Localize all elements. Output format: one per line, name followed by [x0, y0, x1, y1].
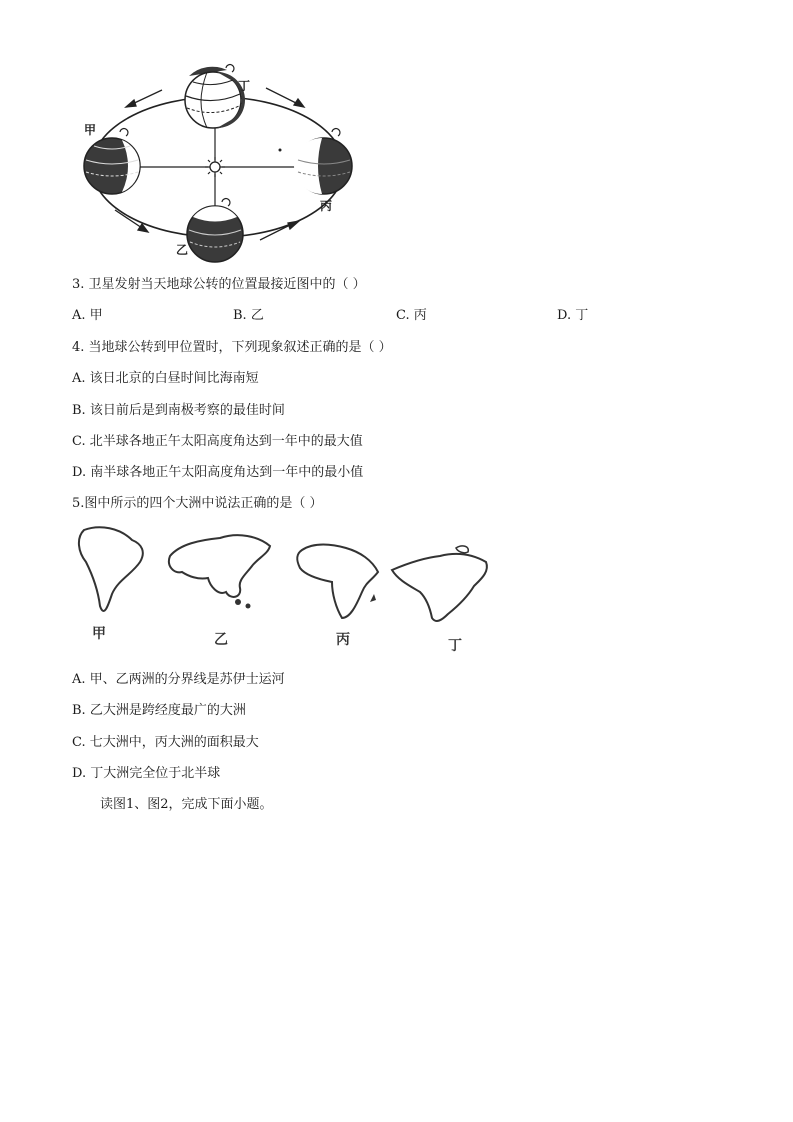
q5-stem: 5.图中所示的四个大洲中说法正确的是（ ） [72, 496, 323, 511]
label-ding: 丁 [238, 79, 251, 93]
q5-option-b: B. 乙大洲是跨经度最广的大洲 [72, 703, 246, 718]
q3-stem: 3. 卫星发射当天地球公转的位置最接近图中的（ ） [72, 277, 366, 292]
q5-option-d: D. 丁大洲完全位于北半球 [72, 766, 221, 781]
q4-option-b: B. 该日前后是到南极考察的最佳时间 [72, 403, 285, 418]
q3-option-b: B. 乙 [233, 308, 264, 323]
q4-option-a: A. 该日北京的白昼时间比海南短 [72, 371, 259, 386]
continent-label-jia: 甲 [92, 626, 106, 642]
q4-stem: 4. 当地球公转到甲位置时，下列现象叙述正确的是（ ） [72, 340, 392, 355]
continent-label-yi: 乙 [214, 632, 228, 648]
continent-bing-shape [297, 545, 378, 619]
q3-option-c: C. 丙 [396, 308, 427, 323]
q5-option-a: A. 甲、乙两洲的分界线是苏伊士运河 [72, 672, 285, 687]
label-bing: 丙 [320, 199, 333, 213]
continents-figure [70, 522, 500, 657]
q5-option-c: C. 七大洲中，丙大洲的面积最大 [72, 735, 259, 750]
label-yi: 乙 [176, 243, 189, 257]
earth-orbit-diagram [70, 62, 370, 267]
q3-option-d: D. 丁 [557, 308, 589, 323]
q4-option-d: D. 南半球各地正午太阳高度角达到一年中的最小值 [72, 465, 364, 480]
earth-bing [294, 138, 352, 194]
continent-ding-shape [392, 554, 487, 621]
sun-icon [205, 157, 225, 177]
continent-label-bing: 丙 [336, 632, 350, 648]
continent-yi-shape [169, 535, 270, 597]
earth-ding [185, 67, 245, 128]
q3-option-a: A. 甲 [72, 308, 103, 323]
continent-jia-shape [79, 527, 143, 611]
earth-jia [84, 138, 140, 194]
q4-option-c: C. 北半球各地正午太阳高度角达到一年中的最大值 [72, 434, 363, 449]
earth-yi [187, 206, 243, 262]
continent-label-ding: 丁 [448, 638, 462, 654]
reading-instruction: 读图1、图2，完成下面小题。 [100, 797, 273, 812]
label-jia: 甲 [84, 123, 97, 137]
